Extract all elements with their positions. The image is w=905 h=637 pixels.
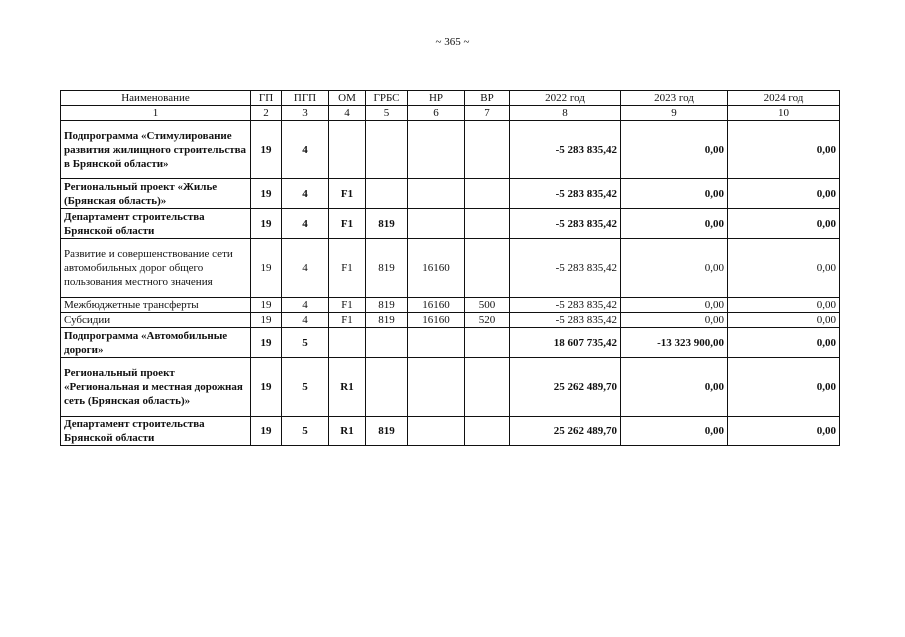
column-number-row	[61, 106, 840, 121]
cell-2023: -13 323 900,00	[621, 328, 728, 358]
cell-2024: 0,00	[728, 313, 840, 328]
cell-2023: 0,00	[621, 358, 728, 417]
header-nr: НР	[408, 91, 465, 106]
cell-om: F1	[329, 298, 366, 313]
cell-pgp: 4	[282, 239, 329, 298]
cell-2023: 0,00	[621, 121, 728, 179]
row-name: Региональный проект «Региональная и местная дорожная сеть (Брянская область)»	[61, 358, 251, 417]
header-gp: ГП	[251, 91, 282, 106]
cell-om	[329, 121, 366, 179]
cell-gp: 19	[251, 121, 282, 179]
cell-nr	[408, 358, 465, 417]
cell-2024: 0,00	[728, 417, 840, 446]
cell-pgp: 4	[282, 298, 329, 313]
table-row	[61, 298, 840, 313]
cell-2024: 0,00	[728, 209, 840, 239]
cell-nr: 16160	[408, 313, 465, 328]
cell-gp: 19	[251, 179, 282, 209]
cell-om: R1	[329, 358, 366, 417]
header-2023: 2023 год	[621, 91, 728, 106]
column-number: 9	[621, 106, 728, 121]
cell-2022: -5 283 835,42	[510, 121, 621, 179]
cell-vr	[465, 239, 510, 298]
cell-gp: 19	[251, 313, 282, 328]
cell-gp: 19	[251, 209, 282, 239]
row-name: Межбюджетные трансферты	[61, 298, 251, 313]
row-name: Подпрограмма «Автомобильные дороги»	[61, 328, 251, 358]
row-name: Развитие и совершенствование сети автомобильных дорог общего пользования местного значения	[61, 239, 251, 298]
table-row	[61, 417, 840, 446]
cell-pgp: 4	[282, 313, 329, 328]
cell-om: R1	[329, 417, 366, 446]
column-number: 3	[282, 106, 329, 121]
column-number: 2	[251, 106, 282, 121]
page-number: ~ 365 ~	[435, 36, 470, 48]
row-name: Региональный проект «Жилье (Брянская область)»	[61, 179, 251, 209]
cell-nr	[408, 417, 465, 446]
cell-grbs	[366, 328, 408, 358]
header-pgp: ПГП	[282, 91, 329, 106]
cell-2023: 0,00	[621, 209, 728, 239]
cell-2022: 18 607 735,42	[510, 328, 621, 358]
row-name: Субсидии	[61, 313, 251, 328]
row-name: Департамент строительства Брянской области	[61, 209, 251, 239]
cell-pgp: 5	[282, 358, 329, 417]
cell-gp: 19	[251, 417, 282, 446]
cell-2024: 0,00	[728, 239, 840, 298]
cell-nr	[408, 121, 465, 179]
cell-nr	[408, 328, 465, 358]
row-name: Подпрограмма «Стимулирование развития жилищного строительства в Брянской области»	[61, 121, 251, 179]
cell-om: F1	[329, 239, 366, 298]
cell-vr	[465, 121, 510, 179]
table-row	[61, 121, 840, 179]
cell-2022: -5 283 835,42	[510, 209, 621, 239]
header-vr: ВР	[465, 91, 510, 106]
cell-2023: 0,00	[621, 298, 728, 313]
cell-grbs	[366, 358, 408, 417]
row-name: Департамент строительства Брянской области	[61, 417, 251, 446]
cell-om: F1	[329, 179, 366, 209]
cell-2024: 0,00	[728, 298, 840, 313]
cell-om: F1	[329, 209, 366, 239]
cell-2024: 0,00	[728, 328, 840, 358]
table-row	[61, 358, 840, 417]
cell-nr	[408, 179, 465, 209]
column-number: 10	[728, 106, 840, 121]
column-number: 4	[329, 106, 366, 121]
cell-grbs	[366, 121, 408, 179]
header-2022: 2022 год	[510, 91, 621, 106]
cell-grbs	[366, 179, 408, 209]
cell-2024: 0,00	[728, 179, 840, 209]
cell-pgp: 5	[282, 328, 329, 358]
cell-2022: 25 262 489,70	[510, 417, 621, 446]
table-header-row	[61, 91, 840, 106]
cell-2023: 0,00	[621, 239, 728, 298]
cell-gp: 19	[251, 298, 282, 313]
cell-nr: 16160	[408, 239, 465, 298]
table-row	[61, 209, 840, 239]
cell-om	[329, 328, 366, 358]
cell-vr: 500	[465, 298, 510, 313]
table-row	[61, 239, 840, 298]
cell-grbs: 819	[366, 313, 408, 328]
cell-vr	[465, 328, 510, 358]
cell-2023: 0,00	[621, 417, 728, 446]
header-om: ОМ	[329, 91, 366, 106]
table-row	[61, 179, 840, 209]
table-row	[61, 313, 840, 328]
cell-om: F1	[329, 313, 366, 328]
budget-table	[60, 90, 840, 446]
cell-2022: -5 283 835,42	[510, 298, 621, 313]
cell-2022: 25 262 489,70	[510, 358, 621, 417]
cell-gp: 19	[251, 358, 282, 417]
column-number: 7	[465, 106, 510, 121]
column-number: 6	[408, 106, 465, 121]
cell-pgp: 4	[282, 121, 329, 179]
cell-vr	[465, 209, 510, 239]
header-grbs: ГРБС	[366, 91, 408, 106]
table-row	[61, 328, 840, 358]
column-number: 1	[61, 106, 251, 121]
cell-vr	[465, 179, 510, 209]
cell-2023: 0,00	[621, 313, 728, 328]
cell-gp: 19	[251, 239, 282, 298]
cell-nr: 16160	[408, 298, 465, 313]
cell-pgp: 5	[282, 417, 329, 446]
cell-vr	[465, 417, 510, 446]
cell-2022: -5 283 835,42	[510, 239, 621, 298]
cell-grbs: 819	[366, 209, 408, 239]
cell-2023: 0,00	[621, 179, 728, 209]
cell-2022: -5 283 835,42	[510, 313, 621, 328]
cell-grbs: 819	[366, 298, 408, 313]
cell-nr	[408, 209, 465, 239]
header-name: Наименование	[61, 91, 251, 106]
cell-grbs: 819	[366, 239, 408, 298]
cell-grbs: 819	[366, 417, 408, 446]
cell-pgp: 4	[282, 209, 329, 239]
cell-vr	[465, 358, 510, 417]
header-2024: 2024 год	[728, 91, 840, 106]
cell-vr: 520	[465, 313, 510, 328]
cell-gp: 19	[251, 328, 282, 358]
column-number: 5	[366, 106, 408, 121]
cell-pgp: 4	[282, 179, 329, 209]
cell-2024: 0,00	[728, 121, 840, 179]
column-number: 8	[510, 106, 621, 121]
cell-2022: -5 283 835,42	[510, 179, 621, 209]
cell-2024: 0,00	[728, 358, 840, 417]
